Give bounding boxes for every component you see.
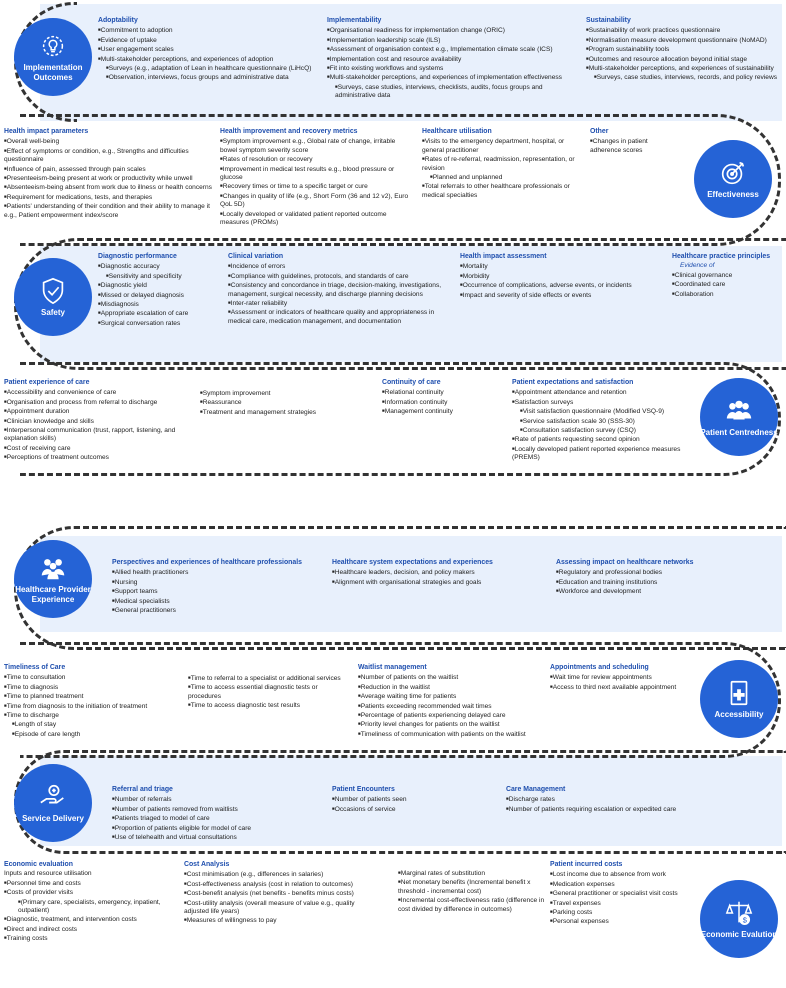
list-item: ■ Diagnostic yield bbox=[98, 281, 222, 290]
door-cross-icon bbox=[724, 678, 754, 708]
people-group-icon bbox=[724, 396, 754, 426]
list-item: ■ Normalisation measure development questionnaire (NoMAD) bbox=[586, 36, 782, 45]
bullet-list bbox=[358, 673, 548, 739]
list-item: ■ Coordinated care bbox=[672, 280, 782, 289]
list-item: ■ Personnel time and costs bbox=[4, 879, 180, 888]
bullet-list bbox=[556, 568, 756, 596]
list-item: ■ Use of telehealth and virtual consultations bbox=[112, 833, 322, 842]
column bbox=[332, 559, 532, 587]
column-heading: Patient experience of care bbox=[4, 379, 90, 386]
list-item: ■ Patients exceeding recommended wait times bbox=[358, 702, 548, 711]
bullet-list bbox=[4, 388, 196, 462]
list-item: ■ Incidence of errors bbox=[228, 262, 448, 271]
column bbox=[332, 786, 492, 814]
bullet-list bbox=[112, 568, 312, 615]
list-item: ■ Number of patients removed from waitlists bbox=[112, 805, 322, 814]
column-heading: Healthcare practice principles bbox=[672, 253, 771, 260]
list-item: ■ Time to referral to a specialist or additional services bbox=[188, 674, 348, 683]
column bbox=[512, 379, 698, 463]
column-heading: Appointments and scheduling bbox=[550, 664, 649, 671]
column bbox=[98, 17, 316, 83]
bullet-list bbox=[672, 262, 782, 299]
list-item: ■ Net monetary benefits (Incremental benefit x threshold - incremental cost) bbox=[398, 878, 548, 896]
provider-group-icon bbox=[38, 553, 68, 583]
column-heading: Health impact parameters bbox=[4, 128, 89, 135]
list-item: ■ Overall well-being bbox=[4, 137, 212, 146]
column bbox=[220, 128, 410, 227]
column-heading: Other bbox=[590, 128, 609, 135]
list-item: ■ Missed or delayed diagnosis bbox=[98, 291, 222, 300]
list-item: ■ Number of patients on the waitlist bbox=[358, 673, 548, 682]
bullet-list bbox=[98, 262, 222, 328]
list-item: ■ Implementation leadership scale (ILS) bbox=[327, 36, 567, 45]
target-icon bbox=[718, 158, 748, 188]
list-item: ■ Consistency and concordance in triage, decision-making, investigations, management, surgical necessity, and discharge planning decisions bbox=[228, 281, 448, 299]
column bbox=[506, 786, 726, 814]
list-item: ■ Marginal rates of substitution bbox=[398, 869, 548, 878]
gear-lightbulb-icon bbox=[38, 31, 68, 61]
list-item: ■ Time from diagnosis to the initiation of treatment bbox=[4, 702, 184, 711]
list-item: ■ Length of stay bbox=[4, 720, 184, 729]
list-item: ■ Percentage of patients experiencing delayed care bbox=[358, 711, 548, 720]
column-heading: Assessing impact on healthcare networks bbox=[556, 559, 694, 566]
badge-label: Patient Centredness bbox=[700, 428, 778, 437]
column bbox=[398, 869, 548, 914]
badge-label: Service Delivery bbox=[22, 814, 84, 823]
list-item: ■ Improvement in medical test results e.g., blood pressure or glucose bbox=[220, 165, 410, 183]
list-item: ■ Clinician knowledge and skills bbox=[4, 417, 196, 426]
badge-service-delivery bbox=[14, 764, 92, 842]
bullet-list bbox=[506, 795, 726, 814]
list-item: ■ Influence of pain, assessed through pain scales bbox=[4, 165, 212, 174]
list-item: ■ Interpersonal communication (trust, rapport, listening, and explanation skills) bbox=[4, 426, 196, 444]
column bbox=[4, 664, 184, 739]
list-item: ■ Compliance with guidelines, protocols, and standards of care bbox=[228, 272, 448, 281]
column-heading: Healthcare utilisation bbox=[422, 128, 492, 135]
list-item: ■ Absenteeism-being absent from work due to illness or health concerns bbox=[4, 183, 212, 192]
list-item: ■ Reduction in the waitlist bbox=[358, 683, 548, 692]
list-item: ■ Access to third next available appointment bbox=[550, 683, 700, 692]
list-item: ■ Assessment of organisation context e.g., Implementation climate scale (ICS) bbox=[327, 45, 567, 54]
list-item: ■ Occasions of service bbox=[332, 805, 492, 814]
badge-label: Effectiveness bbox=[707, 190, 759, 199]
list-item: ■ Symptom improvement bbox=[200, 389, 370, 398]
bullet-list bbox=[512, 388, 698, 462]
badge-accessibility bbox=[700, 660, 778, 738]
list-item: ■ Surveys, case studies, interviews, records, and policy reviews bbox=[586, 73, 782, 82]
list-item: ■ Commitment to adoption bbox=[98, 26, 316, 35]
bullet-list bbox=[4, 137, 212, 220]
list-item: ■ Parking costs bbox=[550, 908, 700, 917]
list-item: ■ Multi-stakeholder perceptions, and experiences of adoption bbox=[98, 55, 316, 64]
bullet-list bbox=[550, 673, 700, 692]
column bbox=[586, 17, 782, 83]
column-heading: Cost Analysis bbox=[184, 861, 230, 868]
badge-provider-experience bbox=[14, 540, 92, 618]
column bbox=[4, 379, 196, 463]
list-item: ■ Diagnostic, treatment, and intervention costs bbox=[4, 915, 180, 924]
list-item: ■ Assessment or indicators of healthcare quality and appropriateness in medical care, medication management, and documentation bbox=[228, 308, 448, 326]
badge-safety bbox=[14, 258, 92, 336]
list-item: ■ Lost income due to absence from work bbox=[550, 870, 700, 879]
list-item: ■ Service satisfaction scale 30 (SSS-30) bbox=[512, 417, 698, 426]
column-heading: Referral and triage bbox=[112, 786, 173, 793]
bullet-list bbox=[112, 795, 322, 842]
column-heading: Continuity of care bbox=[382, 379, 441, 386]
list-item: ■ Incremental cost-effectiveness ratio (difference in cost divided by difference in outcomes) bbox=[398, 896, 548, 914]
list-item: ■ Measures of willingness to pay bbox=[184, 916, 374, 925]
list-item: ■ Training costs bbox=[4, 934, 180, 943]
list-item: ■ Personal expenses bbox=[550, 917, 700, 926]
bullet-list bbox=[550, 870, 700, 926]
list-item: ■ Nursing bbox=[112, 578, 312, 587]
list-item: ■ Cost-utility analysis (overall measure of value e.g., quality adjusted life years) bbox=[184, 899, 374, 917]
column bbox=[327, 17, 567, 101]
column bbox=[112, 559, 312, 615]
list-item: ■ Cost-effectiveness analysis (cost in relation to outcomes) bbox=[184, 880, 374, 889]
column-heading: Patient Encounters bbox=[332, 786, 395, 793]
column bbox=[228, 253, 448, 326]
column bbox=[672, 253, 782, 299]
column-heading: Care Management bbox=[506, 786, 566, 793]
hand-plus-icon bbox=[38, 782, 68, 812]
column-heading: Waitlist management bbox=[358, 664, 427, 671]
column bbox=[556, 559, 756, 597]
column-heading: Health impact assessment bbox=[460, 253, 547, 260]
column bbox=[422, 128, 584, 200]
column bbox=[188, 674, 348, 711]
list-item: ■ Appropriate escalation of care bbox=[98, 309, 222, 318]
column bbox=[4, 861, 180, 944]
list-item: ■ Time to consultation bbox=[4, 673, 184, 682]
list-item: ■ Number of patients requiring escalation or expedited care bbox=[506, 805, 726, 814]
bullet-list bbox=[398, 869, 548, 914]
list-item: ■ Costs of provider visits bbox=[4, 888, 180, 897]
column bbox=[358, 664, 548, 739]
bullet-list bbox=[4, 870, 180, 943]
bullet-list bbox=[332, 568, 532, 587]
list-item: ■ Priority level changes for patients on the waitlist bbox=[358, 720, 548, 729]
list-item: ■ Changes in patient adherence scores bbox=[590, 137, 680, 155]
list-item: ■ Patients' understanding of their condition and their ability to manage it e.g., Patient empowerment index/score bbox=[4, 202, 212, 220]
column-heading: Patient incurred costs bbox=[550, 861, 623, 868]
list-item: ■ General practitioner or specialist visit costs bbox=[550, 889, 700, 898]
scales-dollar-icon bbox=[724, 898, 754, 928]
list-item: ■ Morbidity bbox=[460, 272, 660, 281]
list-item: ■ Occurrence of complications, adverse events, or incidents bbox=[460, 281, 660, 290]
list-item: ■ Rate of patients requesting second opinion bbox=[512, 435, 698, 444]
bullet-list bbox=[332, 795, 492, 814]
bullet-list bbox=[590, 137, 680, 155]
column-heading: Perspectives and experiences of healthcare professionals bbox=[112, 559, 302, 566]
list-item: ■ Locally developed or validated patient reported outcome measures (PROMs) bbox=[220, 210, 410, 228]
list-item: ■ Timeliness of communication with patients on the waitlist bbox=[358, 730, 548, 739]
list-item: ■ Number of patients seen bbox=[332, 795, 492, 804]
list-item: ■ Allied health practitioners bbox=[112, 568, 312, 577]
list-item: ■ Fit into existing workflows and systems bbox=[327, 64, 567, 73]
list-item: ■ Regulatory and professional bodies bbox=[556, 568, 756, 577]
list-item: ■ Support teams bbox=[112, 587, 312, 596]
badge-label: Economic Evalution bbox=[700, 930, 778, 939]
bullet-list bbox=[98, 26, 316, 82]
list-item: ■ Multi-stakeholder perceptions, and experiences of sustainability bbox=[586, 64, 782, 73]
list-item: ■ Medical specialists bbox=[112, 597, 312, 606]
list-item: ■ Presenteeism-being present at work or productivity while unwell bbox=[4, 174, 212, 183]
column-heading: Sustainability bbox=[586, 17, 631, 24]
column bbox=[460, 253, 660, 300]
list-item: ■ Patients triaged to model of care bbox=[112, 814, 322, 823]
list-item: ■ Cost-benefit analysis (net benefits - benefits minus costs) bbox=[184, 889, 374, 898]
list-item: ■ Clinical governance bbox=[672, 271, 782, 280]
list-item: ■ Perceptions of treatment outcomes bbox=[4, 453, 196, 462]
list-item: ■ (Primary care, specialists, emergency, inpatient, outpatient) bbox=[4, 898, 180, 916]
column bbox=[4, 128, 212, 220]
column bbox=[98, 253, 222, 328]
column-heading: Patient expectations and satisfaction bbox=[512, 379, 634, 386]
bullet-list bbox=[422, 137, 584, 200]
list-item: ■ Observation, interviews, focus groups and administrative data bbox=[98, 73, 316, 82]
list-item: ■ Impact and severity of side effects or events bbox=[460, 291, 660, 300]
badge-implementation-outcomes bbox=[14, 18, 92, 96]
list-item: ■ Information continuity bbox=[382, 398, 502, 407]
shield-check-icon bbox=[38, 276, 68, 306]
list-item: ■ Implementation cost and resource availability bbox=[327, 55, 567, 64]
list-item: ■ Relational continuity bbox=[382, 388, 502, 397]
list-item: ■ Treatment and management strategies bbox=[200, 408, 370, 417]
list-item: ■ Locally developed patient reported experience measures (PREMS) bbox=[512, 445, 698, 463]
list-item: ■ Management continuity bbox=[382, 407, 502, 416]
list-item: ■ Time to diagnosis bbox=[4, 683, 184, 692]
list-item: ■ Inter-rater reliability bbox=[228, 299, 448, 308]
list-item: ■ Rates of re-referral, readmission, representation, or revision bbox=[422, 155, 584, 173]
column-heading: Clinical variation bbox=[228, 253, 284, 260]
list-item: ■ Proportion of patients eligible for model of care bbox=[112, 824, 322, 833]
column bbox=[550, 664, 700, 692]
list-item: ■ Cost of receiving care bbox=[4, 444, 196, 453]
list-item: ■ Symptom improvement e.g., Global rate of change, irritable bowel symptom severity score bbox=[220, 137, 410, 155]
badge-label: Implementation Outcomes bbox=[23, 63, 83, 82]
column-heading: Health improvement and recovery metrics bbox=[220, 128, 358, 135]
list-item: ■ Total referrals to other healthcare professionals or medical specialties bbox=[422, 182, 584, 200]
list-item: ■ Visits to the emergency department, hospital, or general practitioner bbox=[422, 137, 584, 155]
list-item: ■ Time to access essential diagnostic tests or procedures bbox=[188, 683, 348, 701]
list-item: ■ Number of referrals bbox=[112, 795, 322, 804]
list-item: ■ Visit satisfaction questionnaire (Modified VSQ-9) bbox=[512, 407, 698, 416]
list-item: ■ Time to access diagnostic test results bbox=[188, 701, 348, 710]
column bbox=[550, 861, 700, 927]
badge-label: Healthcare Provider Experience bbox=[15, 585, 91, 604]
column bbox=[112, 786, 322, 842]
column-heading: Adoptability bbox=[98, 17, 138, 24]
list-item: ■ Appointment duration bbox=[4, 407, 196, 416]
list-item: ■ Satisfaction surveys bbox=[512, 398, 698, 407]
bullet-list bbox=[220, 137, 410, 227]
badge-label: Accessibility bbox=[714, 710, 764, 719]
list-item: ■ Time to planned treatment bbox=[4, 692, 184, 701]
list-item: ■ Time to discharge bbox=[4, 711, 184, 720]
list-item: ■ Direct and indirect costs bbox=[4, 925, 180, 934]
column bbox=[590, 128, 680, 155]
column bbox=[200, 389, 370, 417]
list-item: ■ Reassurance bbox=[200, 398, 370, 407]
list-item: ■ Healthcare leaders, decision, and policy makers bbox=[332, 568, 532, 577]
list-item: ■ Program sustainability tools bbox=[586, 45, 782, 54]
list-item: ■ Episode of care length bbox=[4, 730, 184, 739]
list-item: ■ Organisational readiness for implementation change (ORIC) bbox=[327, 26, 567, 35]
list-item: ■ Sensitivity and specificity bbox=[98, 272, 222, 281]
bullet-list bbox=[4, 673, 184, 739]
bullet-list bbox=[184, 870, 374, 925]
column-heading: Diagnostic performance bbox=[98, 253, 177, 260]
list-item: ■ Changes in quality of life (e.g., Short Form (36 and 12 v2), Euro QoL 5D) bbox=[220, 192, 410, 210]
list-item: ■ Average waiting time for patients bbox=[358, 692, 548, 701]
bullet-list bbox=[228, 262, 448, 326]
list-item: ■ Diagnostic accuracy bbox=[98, 262, 222, 271]
list-item: ■ Medication expenses bbox=[550, 880, 700, 889]
list-item: ■ Alignment with organisational strategies and goals bbox=[332, 578, 532, 587]
list-item: ■ Recovery times or time to a specific target or cure bbox=[220, 182, 410, 191]
svg-text:$: $ bbox=[742, 915, 747, 925]
list-item: Evidence of bbox=[680, 262, 715, 270]
list-item: ■ Organisation and process from referral to discharge bbox=[4, 398, 196, 407]
list-item: ■ Planned and unplanned bbox=[422, 173, 584, 182]
bullet-list bbox=[382, 388, 502, 416]
list-item: ■ Requirement for medications, tests, and therapies bbox=[4, 193, 212, 202]
list-item: ■ Surgical conversation rates bbox=[98, 319, 222, 328]
list-item: ■ Mortality bbox=[460, 262, 660, 271]
list-item: ■ Rates of resolution or recovery bbox=[220, 155, 410, 164]
list-item: ■ Effect of symptoms or condition, e.g., Strengths and difficulties questionnaire bbox=[4, 147, 212, 165]
badge-label: Safety bbox=[40, 308, 65, 317]
badge-patient-centredness bbox=[700, 378, 778, 456]
list-item: ■ Outcomes and resource allocation beyond initial stage bbox=[586, 55, 782, 64]
list-item: ■ Multi-stakeholder perceptions, and experiences of implementation effectiveness bbox=[327, 73, 567, 82]
list-item: ■ User engagement scales bbox=[98, 45, 316, 54]
column bbox=[382, 379, 502, 417]
badge-effectiveness bbox=[694, 140, 772, 218]
list-item: ■ Workforce and development bbox=[556, 587, 756, 596]
list-item: ■ Appointment attendance and retention bbox=[512, 388, 698, 397]
list-item: ■ Discharge rates bbox=[506, 795, 726, 804]
list-item: ■ General practitioners bbox=[112, 606, 312, 615]
list-item: ■ Surveys (e.g., adaptation of Lean in healthcare questionnaire (LiHcQ) bbox=[98, 64, 316, 73]
column-heading: Healthcare system expectations and experiences bbox=[332, 559, 493, 566]
bullet-list bbox=[586, 26, 782, 82]
list-item: ■ Accessibility and convenience of care bbox=[4, 388, 196, 397]
list-item: ■ Collaboration bbox=[672, 290, 782, 299]
list-item: ■ Travel expenses bbox=[550, 899, 700, 908]
list-item: ■ Education and training institutions bbox=[556, 578, 756, 587]
column-heading: Timeliness of Care bbox=[4, 664, 66, 671]
list-item: ■ Consultation satisfaction survey (CSQ) bbox=[512, 426, 698, 435]
column-heading: Implementability bbox=[327, 17, 382, 24]
list-item: ■ Cost minimisation (e.g., differences in salaries) bbox=[184, 870, 374, 879]
badge-economic-evaluation bbox=[700, 880, 778, 958]
bullet-list bbox=[200, 389, 370, 417]
list-item: ■ Sustainability of work practices questionnaire bbox=[586, 26, 782, 35]
column bbox=[184, 861, 374, 926]
bullet-list bbox=[188, 674, 348, 711]
list-item: ■ Misdiagnosis bbox=[98, 300, 222, 309]
bullet-list bbox=[460, 262, 660, 300]
list-item: Inputs and resource utilisation bbox=[4, 870, 92, 878]
column-heading: Economic evaluation bbox=[4, 861, 73, 868]
list-item: ■ Evidence of uptake bbox=[98, 36, 316, 45]
list-item: ■ Wait time for review appointments bbox=[550, 673, 700, 682]
bullet-list bbox=[327, 26, 567, 100]
list-item: ■ Surveys, case studies, interviews, checklists, audits, focus groups and administrative data bbox=[327, 83, 567, 101]
